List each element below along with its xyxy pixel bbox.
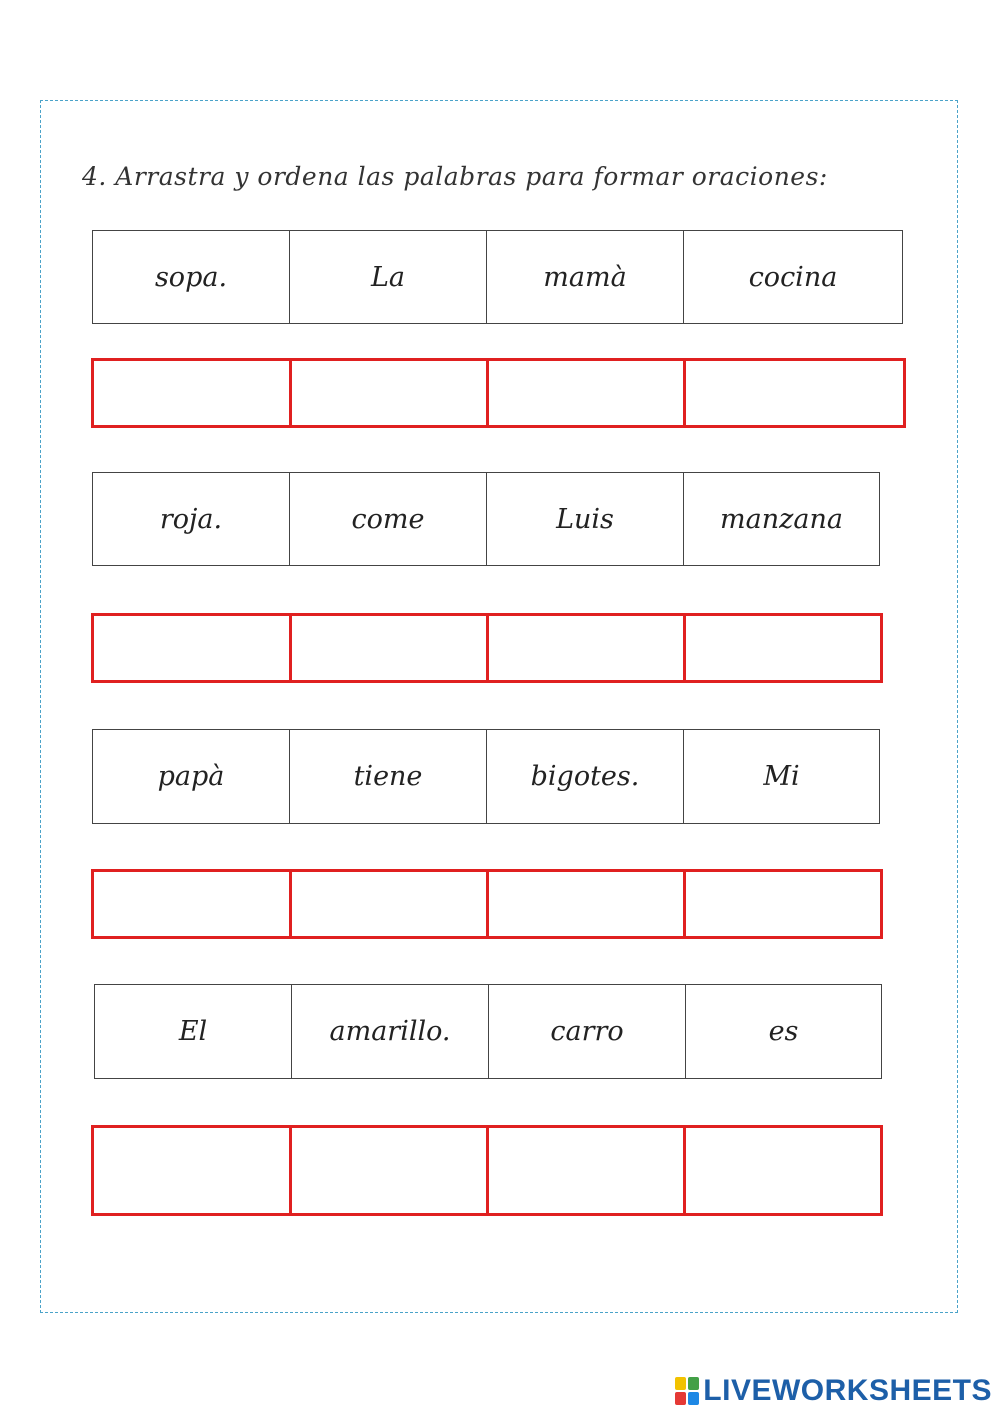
word-tile[interactable]: manzana (683, 472, 880, 566)
word-row-4 (94, 984, 882, 1079)
word-tile[interactable]: La (289, 230, 487, 324)
drop-slot[interactable] (486, 358, 686, 428)
drop-slot[interactable] (683, 869, 883, 939)
word-tile[interactable]: es (685, 984, 882, 1079)
drop-slot[interactable] (289, 358, 489, 428)
answer-row-1 (91, 358, 906, 428)
drop-slot[interactable] (289, 1125, 489, 1216)
word-tile[interactable]: amarillo. (291, 984, 489, 1079)
drop-slot[interactable] (683, 613, 883, 683)
drop-slot[interactable] (486, 1125, 686, 1216)
answer-row-4 (91, 1125, 883, 1216)
drop-slot[interactable] (683, 358, 906, 428)
word-tile[interactable]: bigotes. (486, 729, 684, 824)
drop-slot[interactable] (486, 869, 686, 939)
word-tile[interactable]: tiene (289, 729, 487, 824)
word-row-2 (92, 472, 880, 566)
drop-slot[interactable] (91, 1125, 292, 1216)
word-tile[interactable]: El (94, 984, 292, 1079)
word-tile[interactable]: come (289, 472, 487, 566)
logo-mark-icon (675, 1377, 699, 1405)
word-tile[interactable]: roja. (92, 472, 290, 566)
drop-slot[interactable] (486, 613, 686, 683)
drop-slot[interactable] (289, 613, 489, 683)
answer-row-3 (91, 869, 883, 939)
word-tile[interactable]: sopa. (92, 230, 290, 324)
word-tile[interactable]: mamà (486, 230, 684, 324)
word-row-3 (92, 729, 880, 824)
drop-slot[interactable] (91, 869, 292, 939)
liveworksheets-logo[interactable] (675, 1373, 992, 1409)
drop-slot[interactable] (683, 1125, 883, 1216)
word-tile[interactable]: papà (92, 729, 290, 824)
word-row-1 (92, 230, 903, 324)
logo-text: LIVEWORKSHEETS (703, 1374, 992, 1407)
answer-row-2 (91, 613, 883, 683)
drop-slot[interactable] (91, 358, 292, 428)
word-tile[interactable]: Luis (486, 472, 684, 566)
drop-slot[interactable] (91, 613, 292, 683)
word-tile[interactable]: cocina (683, 230, 903, 324)
instruction-text: 4. Arrastra y ordena las palabras para formar oraciones: (82, 162, 828, 191)
word-tile[interactable]: Mi (683, 729, 880, 824)
word-tile[interactable]: carro (488, 984, 686, 1079)
drop-slot[interactable] (289, 869, 489, 939)
